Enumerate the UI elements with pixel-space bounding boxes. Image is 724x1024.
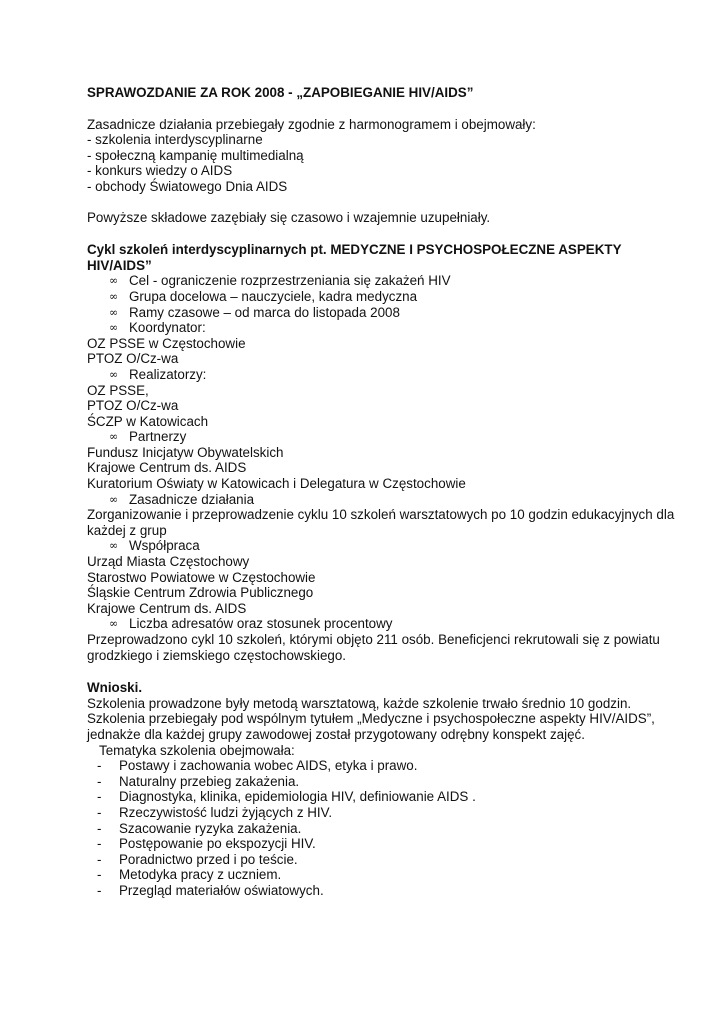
infinity-bullet-icon: ∞	[109, 430, 119, 444]
infinity-bullet-icon: ∞	[109, 617, 119, 631]
list-item: - konkurs wiedzy o AIDS	[87, 163, 233, 179]
list-item	[87, 883, 687, 899]
infinity-bullet-icon: ∞	[109, 492, 119, 506]
topic-text: Diagnostyka, klinika, epidemiologia HIV, definiowanie AIDS .	[119, 789, 476, 805]
dash-bullet: -	[97, 820, 102, 836]
topic-text: Poradnictwo przed i po teście.	[119, 851, 298, 867]
list-item	[87, 789, 687, 805]
conclusions-paragraph: Szkolenia przebiegały pod wspólnym tytułem „Medyczne i psychospołeczne aspekty HIV/AIDS”, jednakże dla każdej grupy zawodowej został przygotowany odrębny konspekt zajęć.	[87, 711, 655, 742]
list-item	[87, 805, 687, 821]
list-item	[87, 821, 687, 837]
bullet-recipients	[87, 616, 687, 632]
bullet-partners	[87, 429, 687, 445]
coordinator-line: PTOZ O/Cz-wa	[87, 351, 179, 367]
list-item: - społeczną kampanię multimedialną	[87, 147, 304, 163]
topics-list	[87, 758, 687, 898]
goal-text: Cel - ograniczenie rozprzestrzeniania się zakażeń HIV	[129, 273, 451, 289]
cooperation-line: Krajowe Centrum ds. AIDS	[87, 600, 247, 616]
implementer-line: OZ PSSE,	[87, 382, 149, 398]
infinity-bullet-icon: ∞	[109, 367, 119, 381]
bullet-implementers	[87, 367, 687, 383]
conclusions-paragraph: Szkolenia prowadzone były metodą warsztatową, każde szkolenie trwało średnio 10 godzin.	[87, 695, 632, 711]
dash-bullet: -	[97, 758, 102, 774]
topic-text: Metodyka pracy z uczniem.	[119, 867, 282, 883]
cooperation-line: Starostwo Powiatowe w Częstochowie	[87, 569, 316, 585]
coordinator-line: OZ PSSE w Częstochowie	[87, 335, 246, 351]
bullet-cooperation	[87, 538, 687, 554]
topic-text: Przegląd materiałów oświatowych.	[119, 882, 324, 898]
topic-text: Rzeczywistość ludzi żyjących z HIV.	[119, 804, 333, 820]
cycle-heading: Cykl szkoleń interdyscyplinarnych pt. MEDYCZNE I PSYCHOSPOŁECZNE ASPEKTY HIV/AIDS”	[87, 242, 622, 273]
bullet-target	[87, 289, 687, 305]
list-item	[87, 758, 687, 774]
intro-note: Powyższe składowe zazębiały się czasowo i wzajemnie uzupełniały.	[87, 209, 491, 225]
topic-text: Postawy i zachowania wobec AIDS, etyka i prawo.	[119, 758, 418, 774]
infinity-bullet-icon: ∞	[109, 321, 119, 335]
partners-label: Partnerzy	[129, 429, 187, 445]
topic-text: Postępowanie po ekspozycji HIV.	[119, 836, 316, 852]
actions-label: Zasadnicze działania	[129, 491, 255, 507]
dash-bullet: -	[97, 836, 102, 852]
partner-line: Fundusz Inicjatyw Obywatelskich	[87, 444, 284, 460]
timeframe-text: Ramy czasowe – od marca do listopada 2008	[129, 304, 400, 320]
infinity-bullet-icon: ∞	[109, 539, 119, 553]
recipients-text: Przeprowadzono cykl 10 szkoleń, którymi objęto 211 osób. Beneficjenci rekrutowali się z powiatu grodzkiego i ziemskiego częstochowskiego.	[87, 632, 660, 663]
dash-bullet: -	[97, 867, 102, 883]
topic-text: Szacowanie ryzyka zakażenia.	[119, 820, 302, 836]
infinity-bullet-icon: ∞	[109, 274, 119, 288]
partner-line: Krajowe Centrum ds. AIDS	[87, 460, 247, 476]
topics-label: Tematyka szkolenia obejmowała:	[99, 742, 295, 758]
implementers-label: Realizatorzy:	[129, 366, 207, 382]
partner-line: Kuratorium Oświaty w Katowicach i Delegatura w Częstochowie	[87, 476, 466, 492]
list-item: - obchody Światowego Dnia AIDS	[87, 178, 288, 194]
dash-bullet: -	[97, 882, 102, 898]
actions-text: Zorganizowanie i przeprowadzenie cyklu 10 szkoleń warsztatowych po 10 godzin edukacyjnych dla każdej z grup	[87, 507, 675, 538]
document-body	[87, 85, 687, 899]
dash-bullet: -	[97, 773, 102, 789]
bullet-coordinator	[87, 320, 687, 336]
bullet-goal	[87, 273, 687, 289]
bullet-timeframe	[87, 305, 687, 321]
implementer-line: ŚCZP w Katowicach	[87, 413, 209, 429]
recipients-label: Liczba adresatów oraz stosunek procentowy	[129, 616, 393, 632]
infinity-bullet-icon: ∞	[109, 289, 119, 303]
dash-bullet: -	[97, 789, 102, 805]
coordinator-label: Koordynator:	[129, 320, 206, 336]
cooperation-label: Współpraca	[129, 538, 200, 554]
intro-list	[87, 132, 687, 194]
cooperation-line: Urząd Miasta Częstochowy	[87, 554, 250, 570]
dash-bullet: -	[97, 851, 102, 867]
document-title: SPRAWOZDANIE ZA ROK 2008 - „ZAPOBIEGANIE HIV/AIDS”	[87, 85, 474, 100]
list-item	[87, 836, 687, 852]
cooperation-line: Śląskie Centrum Zdrowia Publicznego	[87, 585, 314, 601]
intro-lead: Zasadnicze działania przebiegały zgodnie z harmonogramem i obejmowały:	[87, 116, 536, 132]
bullet-actions	[87, 492, 687, 508]
topic-text: Naturalny przebieg zakażenia.	[119, 773, 300, 789]
implementer-line: PTOZ O/Cz-wa	[87, 398, 179, 414]
infinity-bullet-icon: ∞	[109, 305, 119, 319]
list-item: - szkolenia interdyscyplinarne	[87, 132, 263, 148]
conclusions-heading: Wnioski.	[87, 680, 143, 696]
dash-bullet: -	[97, 804, 102, 820]
target-text: Grupa docelowa – nauczyciele, kadra medyczna	[129, 288, 418, 304]
list-item	[87, 852, 687, 868]
list-item	[87, 867, 687, 883]
list-item	[87, 774, 687, 790]
